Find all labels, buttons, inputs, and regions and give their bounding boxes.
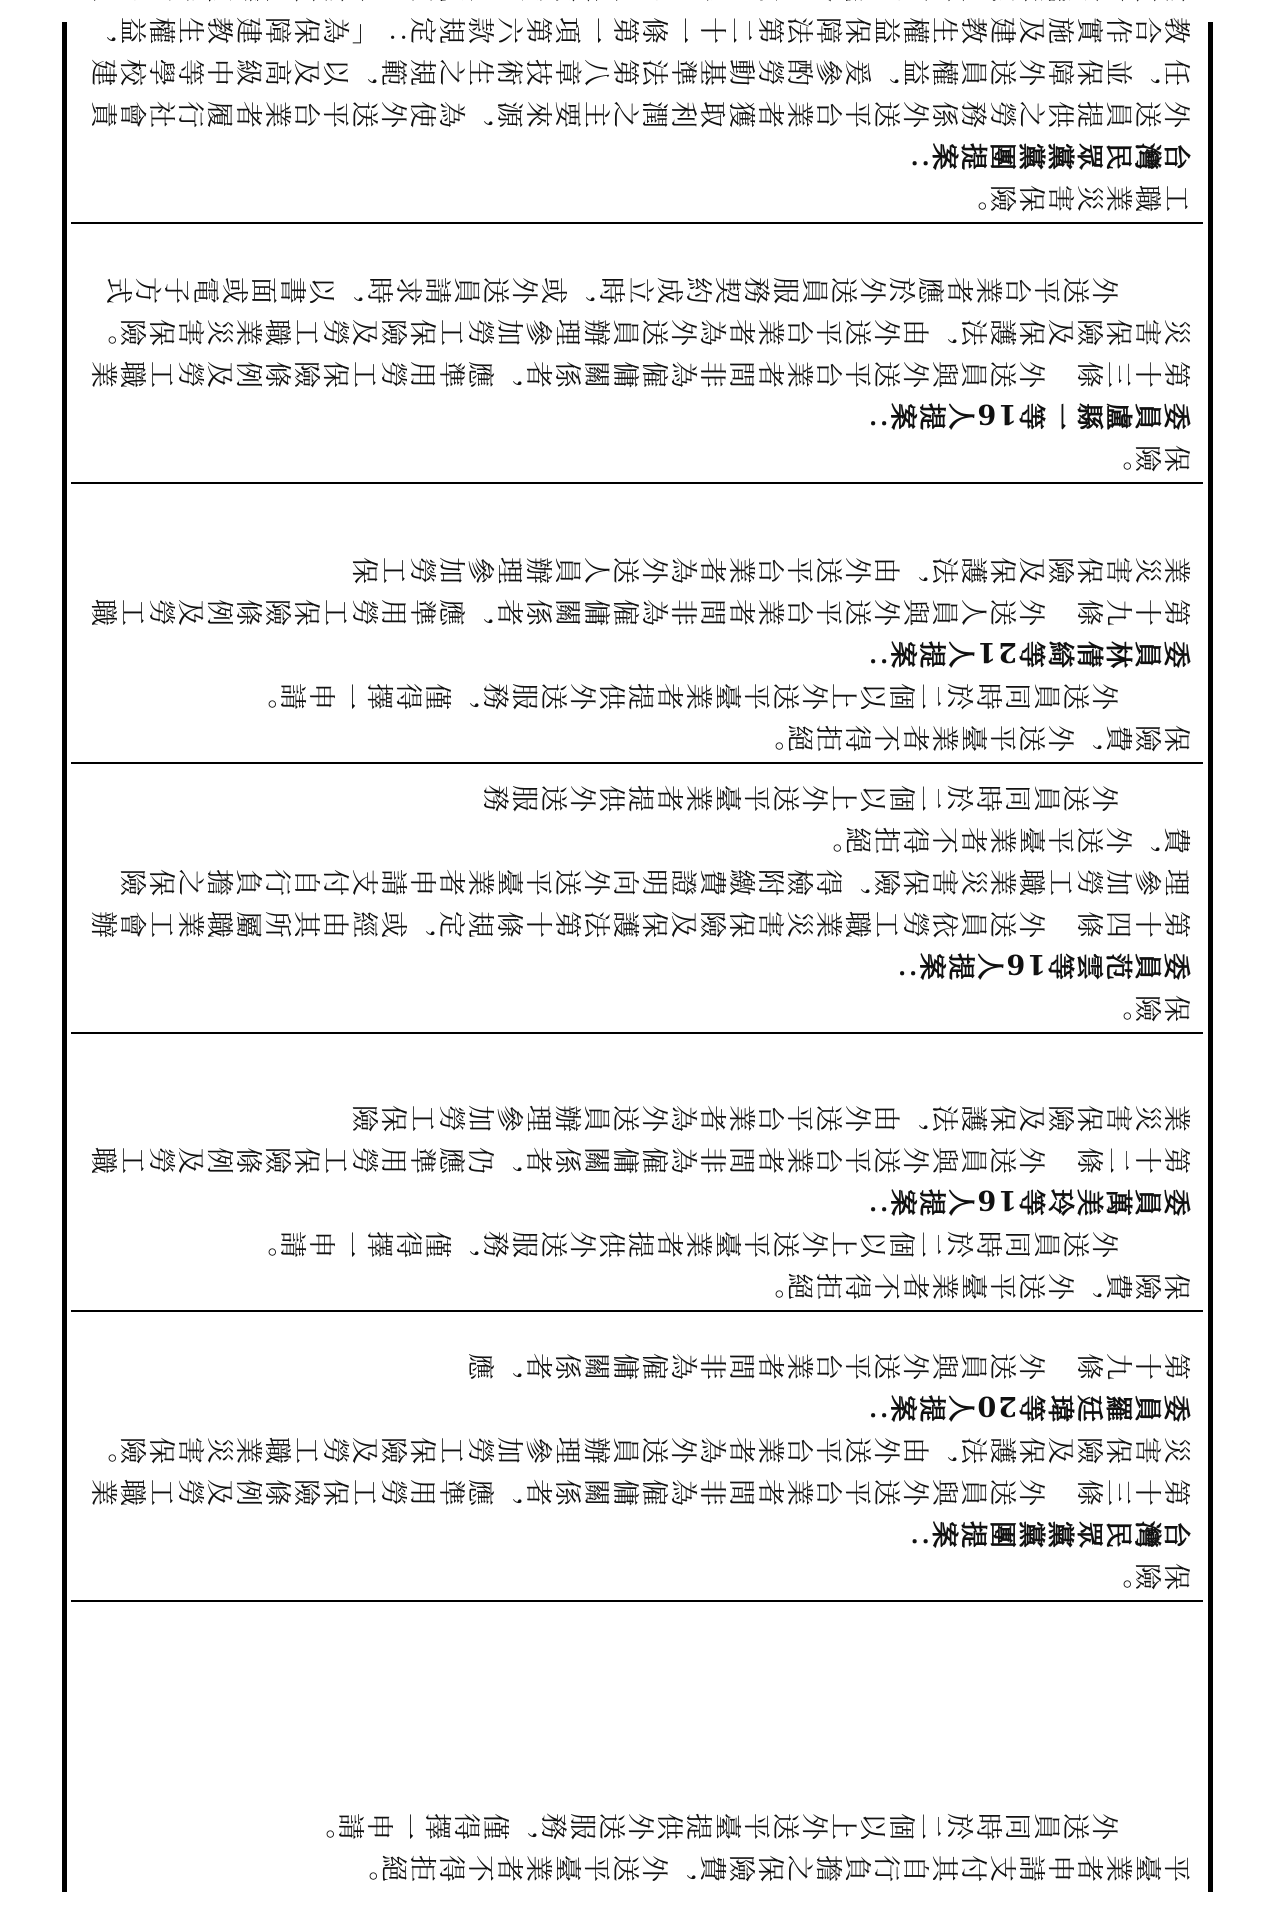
column-divider (71, 1032, 1203, 1034)
top-rule (62, 22, 67, 1892)
paragraph: 平臺業者申請支付其自行負擔之保險費，外送平臺業者不得拒絕。 (350, 1850, 1191, 1881)
paragraph: 外送員同時於二個以上外送平臺業者提供外送服務，僅得擇一申請。 (249, 678, 1119, 709)
proposal-heading: 委員林倩綺等21人提案： (859, 636, 1191, 667)
paragraph: 第十九條 外送人員與外送平台業者間非為僱傭關係者，應準用勞工保險條例及勞工職業災害保險及保護法，由外送平台業者為外送人員辦理參加勞工保 (89, 552, 1191, 625)
paragraph: 第十九條 外送員與外送平台業者間非為僱傭關係者，應 (466, 1348, 1191, 1379)
bottom-rule (1208, 22, 1213, 1892)
paragraph: 第十三條 外送員與外送平台業者間非為僱傭關係者，應準用勞工保險條例及勞工職業災害保險及保護法，由外送平台業者為外送員辦理參加勞工保險及勞工職業災害保險。 (89, 1432, 1191, 1505)
proposal-heading: 委員范雲等16人提案： (888, 948, 1191, 979)
col-a1 (71, 1600, 1203, 1892)
column-divider (71, 1310, 1203, 1312)
column-divider (71, 482, 1203, 484)
paragraph: 外送員同時於二個以上外送平臺業者提供外送服務 (481, 780, 1119, 811)
proposal-heading: 委員羅廷瑋等20人提案： (859, 1390, 1191, 1421)
col-a7 (71, 12, 1203, 222)
proposal-heading: 台灣民眾黨黨團提案： (901, 1516, 1191, 1547)
column-divider (71, 222, 1203, 224)
paragraph: 保險。 (1104, 440, 1191, 471)
band-a (71, 12, 1203, 1892)
col-a5 (71, 482, 1203, 762)
column-divider (71, 1600, 1203, 1602)
col-a4 (71, 762, 1203, 1032)
col-a3 (71, 1032, 1203, 1310)
paragraph: 保險。 (1104, 990, 1191, 1021)
proposal-heading: 委員盧縣一等16人提案： (859, 398, 1191, 429)
col-a6 (71, 222, 1203, 482)
paragraph: 外送員同時於二個以上外送平臺業者提供外送服務，僅得擇一申請。 (249, 1226, 1119, 1257)
paragraph: 外送平台業者應於外送員服務契約成立時，或外送員請求時，以書面或電子方式 (104, 272, 1119, 303)
paragraph: 保險。 (1104, 1558, 1191, 1589)
proposal-heading: 委員萬美玲等16人提案： (859, 1184, 1191, 1215)
paragraph: 第十四條 外送員依勞工職業災害保險及保護法第十條規定，或經由其所屬職業工會辦理參加勞工職業災害保險，得檢附繳費證明向外送平臺業者申請支付自行負擔之保險費，外送平臺業者不得拒絕。 (89, 822, 1191, 937)
paragraph: 工職業災害保險。 (959, 180, 1191, 211)
proposal-heading: 台灣民眾黨黨團提案： (901, 138, 1191, 169)
paragraph: 第十二條 外送員與外送平台業者間非為僱傭關係者，仍應準用勞工保險條例及勞工職業災害保險及保護法，由外送平台業者為外送員辦理參加勞工保險 (89, 1100, 1191, 1173)
col-a2 (71, 1310, 1203, 1600)
column-divider (71, 762, 1203, 764)
paragraph: 第十三條 外送員與外送平台業者間非為僱傭關係者，應準用勞工保險條例及勞工職業災害保險及保護法，由外送平台業者為外送員辦理參加勞工保險及勞工職業災害保險。 (89, 314, 1191, 387)
paragraph: 外送員提供之勞務係外送平台業者獲取利潤之主要來源，為使外送平台業者履行社會責任，並保障外送員權益，爰參酌勞動基準法第八章技術生之規範，以及高級中等學校建教合作實施及建教生權益保障法第二十一條第一項第六款規定：「為保障建教生權益， (89, 12, 1191, 127)
paragraph: 保險費，外送平臺業者不得拒絕。 (756, 1268, 1191, 1299)
paragraph: 保險費，外送平臺業者不得拒絕。 (756, 720, 1191, 751)
paragraph: 外送員同時於二個以上外送平臺提供外送服務，僅得擇一申請。 (307, 1808, 1119, 1839)
